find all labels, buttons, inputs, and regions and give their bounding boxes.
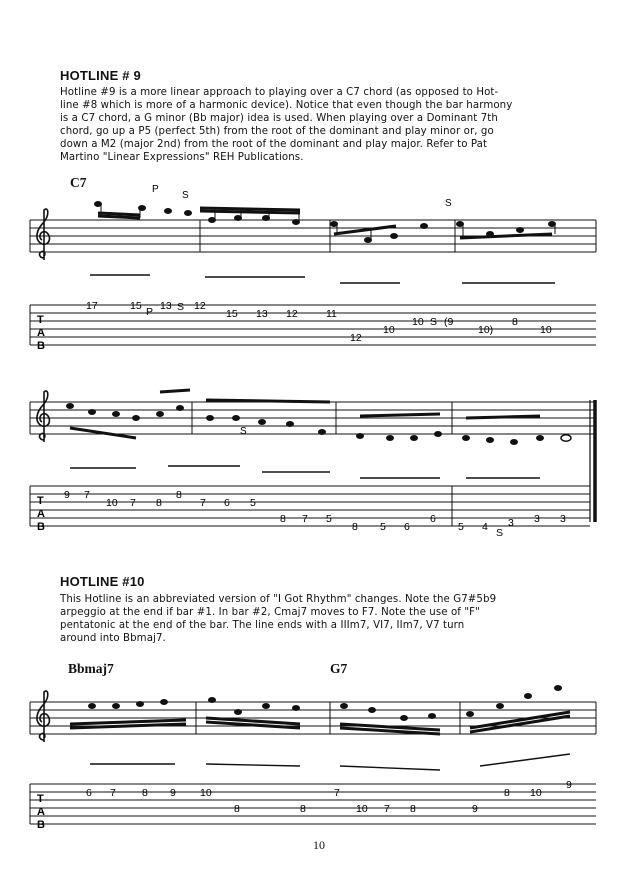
tab-number: 10 <box>383 324 395 336</box>
tab-number: 7 <box>110 787 116 799</box>
tab-number: 13 <box>160 300 172 312</box>
tab-number: 9 <box>64 489 70 501</box>
tab-number: 8 <box>280 513 286 525</box>
tab-label: A <box>37 508 45 520</box>
tab-number: 8 <box>504 787 510 799</box>
hotline-9-description <box>60 86 580 164</box>
tab-number: (9 <box>444 316 454 328</box>
tab-number: 6 <box>224 497 230 509</box>
tab-number: 12 <box>350 332 362 344</box>
text-line: pentatonic at the end of the bar. The line ends with a IIIm7, VI7, IIm7, V7 turn <box>60 620 465 631</box>
tab-number: 8 <box>300 803 306 815</box>
tab-number: 10 <box>412 316 424 328</box>
tab-number: 3 <box>560 513 566 525</box>
tab-label: B <box>37 521 45 533</box>
tab-number: 8 <box>512 316 518 328</box>
tab-number: 6 <box>86 787 92 799</box>
tab-label: B <box>37 340 45 352</box>
tab-number: 7 <box>130 497 136 509</box>
tab-number: 3 <box>508 517 514 529</box>
tab-beams <box>90 754 570 770</box>
tab-number: 5 <box>458 521 464 533</box>
tab-number: P <box>146 306 154 318</box>
noteheads <box>88 685 562 721</box>
tab-number: 10 <box>200 787 212 799</box>
tab-number: 7 <box>302 513 308 525</box>
tab-number: 12 <box>194 300 206 312</box>
tab-number: 7 <box>200 497 206 509</box>
tab-number: 5 <box>380 521 386 533</box>
tab-number: 8 <box>142 787 148 799</box>
tab-label: T <box>37 314 44 326</box>
pull-off-mark: P <box>152 184 159 195</box>
tab-number: S <box>430 316 438 328</box>
slide-mark: S <box>445 198 452 209</box>
text-line: around into Bbmaj7. <box>60 633 166 644</box>
tab-number: 8 <box>410 803 416 815</box>
tab-number: 9 <box>472 803 478 815</box>
chord-symbol-g7: G7 <box>330 661 348 676</box>
noteheads <box>66 403 571 445</box>
system-3-notation <box>0 672 638 832</box>
text-line: This Hotline is an abbreviated version of "I Got Rhythm" changes. Note the G7#5b9 <box>60 594 497 605</box>
text-line: line #8 which is more of a harmonic device). Notice that even though the bar harmony <box>60 100 513 111</box>
tab-number: 7 <box>334 787 340 799</box>
slide-mark: S <box>496 527 504 539</box>
tab-number: 8 <box>234 803 240 815</box>
system-2-notation <box>0 382 638 557</box>
tab-number: 6 <box>430 513 436 525</box>
tab-number: S <box>177 301 185 313</box>
hotline-9-heading: HOTLINE # 9 <box>60 68 141 83</box>
tab-number: 7 <box>84 489 90 501</box>
tab-number: 8 <box>156 497 162 509</box>
tab-number: 4 <box>482 521 488 533</box>
text-line: Hotline #9 is a more linear approach to playing over a C7 chord (as opposed to Hot- <box>60 87 499 98</box>
tab-number: 3 <box>534 513 540 525</box>
tab-number: 5 <box>326 513 332 525</box>
tab-number: 8 <box>176 489 182 501</box>
tab-beams <box>70 466 540 478</box>
text-line: down a M2 (major 2nd) from the root of the dominant and play major. Refer to Pat <box>60 139 488 150</box>
hotline-10-heading: HOTLINE #10 <box>60 574 145 589</box>
chord-symbol-bbmaj7: Bbmaj7 <box>68 661 114 676</box>
page-number: 10 <box>313 838 325 852</box>
slide-mark: S <box>182 190 189 201</box>
tab-number: 8 <box>352 521 358 533</box>
tab-number: 10 <box>356 803 368 815</box>
tab-number: 17 <box>86 300 98 312</box>
text-line: arpeggio at the end if bar #1. In bar #2, Cmaj7 moves to F7. Note the use of "F" <box>60 607 480 618</box>
tab-label: A <box>37 327 45 339</box>
tab-number: 9 <box>170 787 176 799</box>
system-1-notation <box>0 180 638 370</box>
tab-label: B <box>37 819 45 831</box>
text-line: Martino "Linear Expressions" REH Publications. <box>60 152 304 163</box>
tab-number: 15 <box>130 300 142 312</box>
tab-number: 9 <box>566 779 572 791</box>
tab-number: 13 <box>256 308 268 320</box>
text-line: chord, go up a P5 (perfect 5th) from the root of the dominant and play minor or, go <box>60 126 494 137</box>
tab-number: 15 <box>226 308 238 320</box>
slide-mark: S <box>240 426 247 437</box>
beams <box>70 712 570 734</box>
text-line: is a C7 chord, a G minor (Bb major) idea is used. When playing over a Dominant 7th <box>60 113 498 124</box>
tab-number: 6 <box>404 521 410 533</box>
tab-label: T <box>37 495 44 507</box>
tab-number: 12 <box>286 308 298 320</box>
tab-number: 7 <box>384 803 390 815</box>
hotline-10-description <box>60 593 580 645</box>
tab-number: 10) <box>478 324 494 336</box>
tab-number: 5 <box>250 497 256 509</box>
chord-symbol-c7: C7 <box>70 175 87 190</box>
tab-numbers <box>64 489 566 539</box>
tab-number: 10 <box>106 497 118 509</box>
tab-label: A <box>37 806 45 818</box>
tab-number: 10 <box>540 324 552 336</box>
tab-beams <box>90 275 555 283</box>
beams <box>70 390 540 438</box>
tab-label: T <box>37 793 44 805</box>
tab-number: 11 <box>326 308 337 320</box>
tab-number: 10 <box>530 787 542 799</box>
